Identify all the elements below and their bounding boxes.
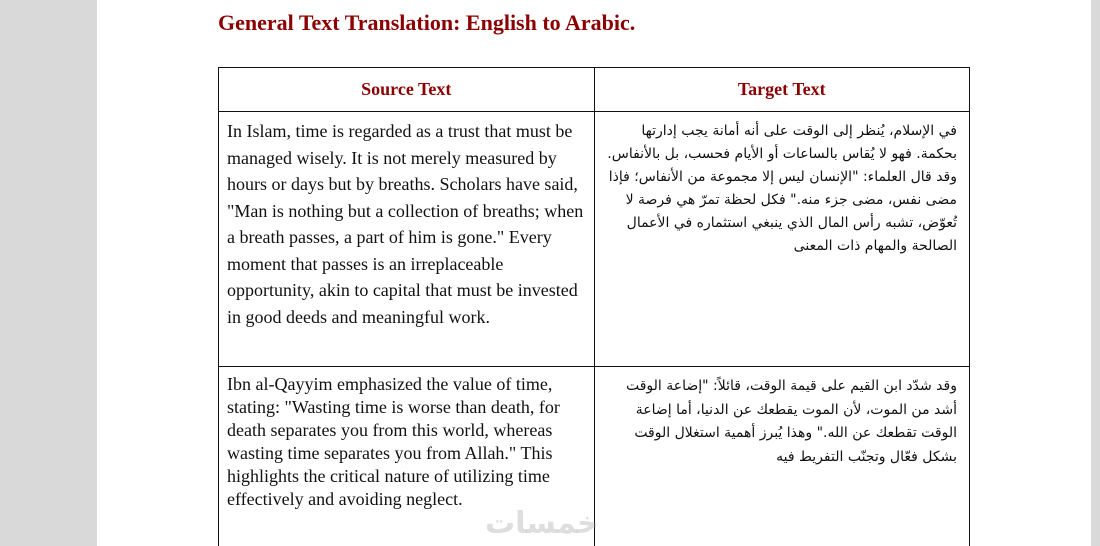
document-page [97,0,1091,546]
table-row [219,112,970,367]
target-text-cell: وقد شدّد ابن القيم على قيمة الوقت، قائلاً: "إضاعة الوقت أشد من الموت، لأن الموت يقطعك عن الدنيا، أما إضاعة الوقت تقطعك عن الله." وهذا يُبرز أهمية استغلال الوقت بشكل فعّال وتجنّب التفريط فيه [594,367,970,546]
watermark-logo: خمسات [485,506,599,541]
target-text-cell: في الإسلام، يُنظر إلى الوقت على أنه أمانة يجب إدارتها بحكمة. فهو لا يُقاس بالساعات أو الأيام فحسب، بل بالأنفاس. وقد قال العلماء: "الإنسان ليس إلا مجموعة من الأنفاس؛ فإذا مضى نفس، مضى جزء منه." فكل لحظة تمرّ هي فرصة لا تُعوّض، تشبه رأس المال الذي ينبغي استثماره في الأعمال الصالحة والمهام ذات المعنى [594,112,970,367]
translation-table [218,67,970,546]
target-text-header: Target Text [594,68,970,112]
source-text-cell: In Islam, time is regarded as a trust that must be managed wisely. It is not merely measured by hours or days but by breaths. Scholars have said, "Man is nothing but a collection of breaths; when a breath passes, a part of him is gone." Every moment that passes is an irreplaceable opportunity, akin to capital that must be invested in good deeds and meaningful work. [219,112,595,367]
page-title: General Text Translation: English to Arabic. [218,10,636,35]
source-text-header: Source Text [219,68,595,112]
table-header-row [219,68,970,112]
source-text-cell: Ibn al-Qayyim emphasized the value of time, stating: "Wasting time is worse than death, for death separates you from this world, whereas wasting time separates you from Allah." This highlights the critical nature of utilizing time effectively and avoiding neglect. [219,367,595,546]
